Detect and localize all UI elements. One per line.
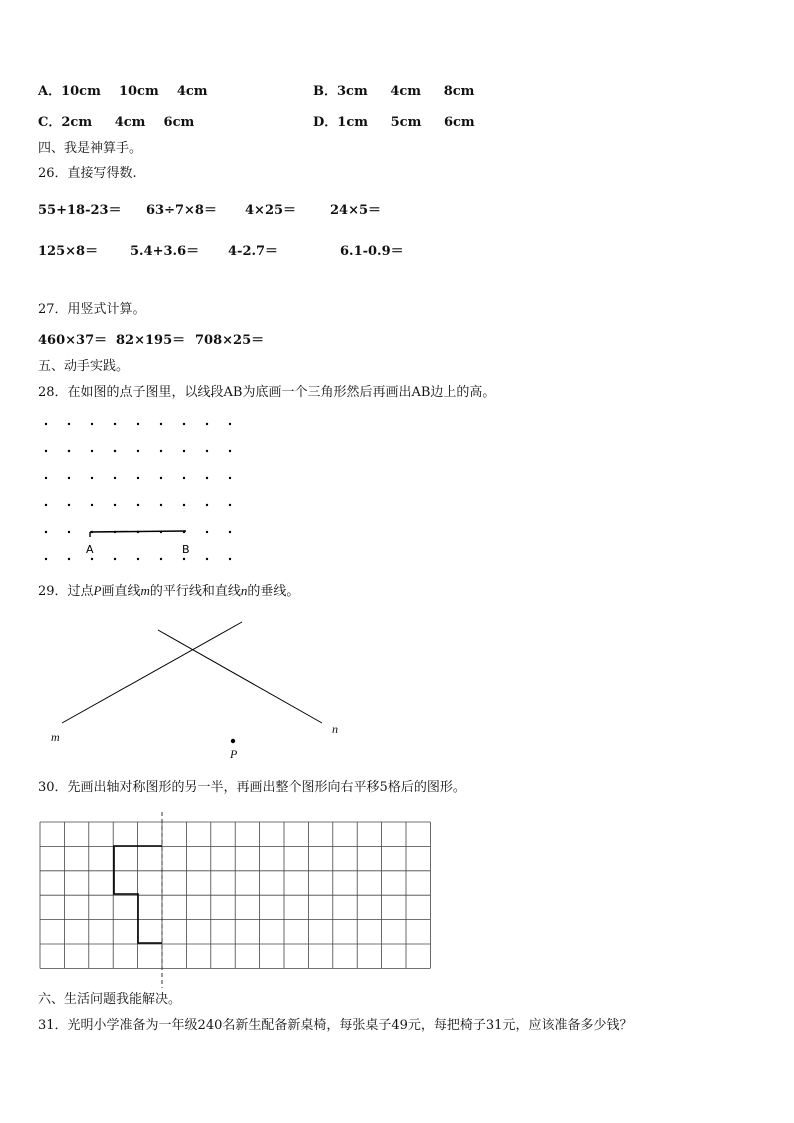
q26-item: 63÷7×8＝ [146,203,217,218]
grid-dot [229,423,231,425]
q26-item: 24×5＝ [330,203,382,218]
grid-dot [45,477,47,479]
grid-dot [206,477,208,479]
option-letter: A． [38,84,62,99]
point-a-label: A [86,543,94,556]
line-n-symbol: n [240,583,248,598]
question-26-title: 26．直接写得数. [38,166,137,181]
grid-dot [137,558,139,560]
grid-dot [229,450,231,452]
grid-dot [68,423,70,425]
question-31-title: 31．光明小学准备为一年级240名新生配备新桌椅，每张桌子49元，每把椅子31元，应该准备多少钱？ [38,1018,633,1033]
grid-dot [137,423,139,425]
question-27-title: 27．用竖式计算。 [38,302,146,317]
grid-dot [137,477,139,479]
grid-dot [45,558,47,560]
grid-dot [160,477,162,479]
grid-dot [183,450,185,452]
point-p-symbol: P [93,583,102,598]
grid-dot [91,450,93,452]
q26-item: 6.1-0.9＝ [340,244,404,259]
grid-dot [229,477,231,479]
q29-suffix: 的垂线。 [247,584,300,599]
option-text: 3cm 4cm 8cm [337,84,475,99]
section-five-heading: 五、动手实践。 [38,359,130,374]
q27-item: 708×25＝ [195,333,265,348]
grid-dot [229,531,231,533]
option-text: 2cm 4cm 6cm [61,115,195,130]
q27-item: 460×37＝ [38,333,108,348]
option-letter: B． [313,84,337,99]
grid-dot [114,477,116,479]
grid-dot [160,558,162,560]
grid-dot [229,504,231,506]
grid-dot [91,558,93,560]
q29-mid1: 画直线 [101,584,141,599]
grid-dot [183,558,185,560]
grid-dot [206,450,208,452]
grid-dot [45,450,47,452]
grid-dot [206,558,208,560]
q26-item: 4-2.7＝ [228,244,279,259]
point-p [231,739,235,743]
option-letter: D． [313,115,338,130]
grid-dot [68,531,70,533]
q29-prefix: 29．过点 [38,584,94,599]
line-n [158,630,322,723]
line-m-symbol: m [140,583,150,598]
grid-dot [137,450,139,452]
grid-dot [183,477,185,479]
grid-dot [91,477,93,479]
option-letter: C． [38,115,62,130]
line-m [62,622,242,723]
option-a [38,84,208,100]
line-n-label: n [332,722,338,736]
section-six-heading: 六、生活问题我能解决。 [38,992,182,1007]
q29-mid2: 的平行线和直线 [149,584,241,599]
option-d [313,115,475,131]
line-m-label: m [51,730,60,744]
section-four-heading: 四、我是神算手。 [38,141,143,156]
grid-dot [114,450,116,452]
option-text: 1cm 5cm 6cm [337,115,475,130]
option-b [313,84,474,100]
grid-lines [40,822,430,968]
grid-dot [183,423,185,425]
question-29-title [38,583,299,600]
grid-dot [160,504,162,506]
half-shape [114,846,162,943]
question-30-title: 30．先画出轴对称图形的另一半，再画出整个图形向右平移5格后的图形。 [38,780,466,795]
grid-dot [206,531,208,533]
q26-item: 125×8＝ [38,244,99,259]
grid-dot [45,423,47,425]
q26-item: 55+18-23＝ [38,203,122,218]
grid-dot [114,423,116,425]
grid-dot [91,423,93,425]
grid-dot [68,477,70,479]
question-28-title: 28．在如图的点子图里，以线段AB为底画一个三角形然后再画出AB边上的高。 [38,385,496,400]
dot-grid [38,412,258,572]
grid-dot [68,558,70,560]
grid-dot [68,504,70,506]
point-b-label: B [182,543,190,556]
option-text: 10cm 10cm 4cm [61,84,208,99]
grid-dot [114,504,116,506]
grid-dot [160,423,162,425]
grid-dot [229,558,231,560]
q27-item: 82×195＝ [116,333,186,348]
q26-item: 4×25＝ [245,203,297,218]
grid-dot [183,504,185,506]
grid-dot [114,558,116,560]
point-p-label: P [230,747,238,761]
grid-dot [68,450,70,452]
grid-dot [160,450,162,452]
q26-item: 5.4+3.6＝ [130,244,200,259]
grid-dot [45,531,47,533]
option-c [38,115,194,131]
grid-dot [45,504,47,506]
grid-dot [137,504,139,506]
grid-dot [91,504,93,506]
segment-ab [90,531,186,532]
grid-dot [206,423,208,425]
grid-dot [206,504,208,506]
